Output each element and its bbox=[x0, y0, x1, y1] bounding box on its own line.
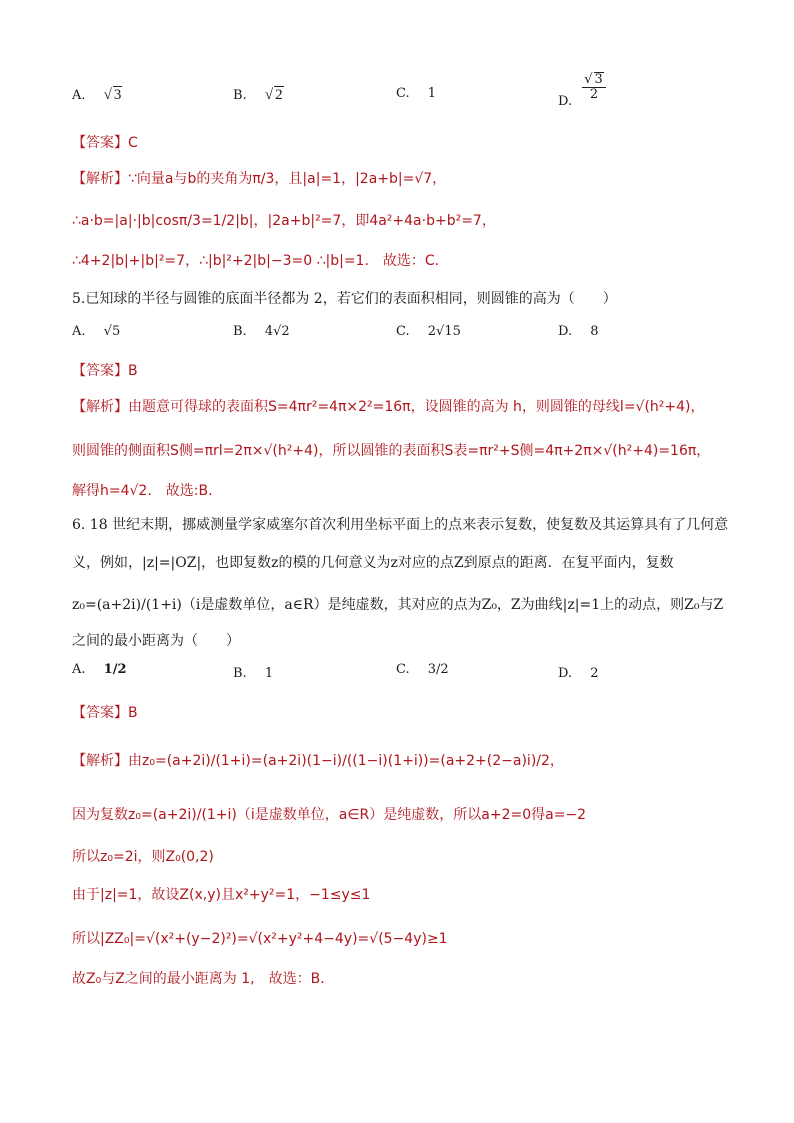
q6-analysis-line-6 bbox=[72, 968, 325, 988]
q4-analysis-line-2 bbox=[72, 210, 496, 230]
option-letter: A. bbox=[72, 324, 86, 339]
analysis-text: 由于|z|=1，故设Z(x,y)且x²+y²=1，−1≤y≤1 bbox=[72, 887, 371, 903]
q6-analysis-line-4 bbox=[72, 884, 370, 904]
q6-stem-line-2: 义，例如，|z|=|OZ|，也即复数z的模的几何意义为z对应的点Z到原点的距离．在复平面内，复数 bbox=[72, 555, 674, 571]
analysis-text: 因为复数z₀=(a+2i)/(1+i)（i是虚数单位，a∈R）是纯虚数，所以a+2=0得a=−2 bbox=[72, 807, 587, 823]
option-value: 1 bbox=[264, 666, 274, 681]
option-value: √5 bbox=[103, 324, 121, 339]
analysis-text: 故Z₀与Z之间的最小距离为 1, 故选：B. bbox=[72, 971, 325, 987]
option-value: $\frac{√ 3}{2}$ bbox=[582, 72, 606, 103]
option-value: 4√2 bbox=[264, 324, 290, 339]
q6-stem-line-1: 6. 18 世纪末期，挪威测量学家威塞尔首次利用坐标平面上的点来表示复数，使复数及其运算具有了几何意 bbox=[72, 517, 729, 533]
q6-analysis-line-1 bbox=[72, 750, 564, 770]
q6-stem-line-3: z₀=(a+2i)/(1+i)（i是虚数单位，a∈R）是纯虚数，其对应的点为Z₀，Z为曲线|z|=1上的动点，则Z₀与Z bbox=[72, 597, 724, 613]
analysis-text: 则圆锥的侧面积S侧=πrl=2π×√(h²+4)，所以圆锥的表面积S表=πr²+S侧=4π+2π×√(h²+4)=16π， bbox=[72, 443, 711, 459]
q6-option-b bbox=[233, 666, 273, 681]
analysis-text: 所以|ZZ₀|=√(x²+(y−2)²)=√(x²+y²+4−4y)=√(5−4y)≥1 bbox=[72, 931, 448, 947]
answer-label: 【答案】 bbox=[72, 363, 128, 379]
option-letter: C. bbox=[396, 86, 410, 101]
q6-answer bbox=[72, 702, 138, 722]
analysis-text: 所以z₀=2i，则Z₀(0,2) bbox=[72, 849, 214, 865]
q4-option-c bbox=[396, 86, 436, 101]
analysis-text: ∴4+2|b|+|b|²=7，∴|b|²+2|b|−3=0 ∴|b|=1. 故选：C. bbox=[72, 253, 440, 269]
q6-option-d bbox=[558, 666, 599, 681]
q4-answer bbox=[72, 132, 138, 152]
analysis-text: 由题意可得球的表面积S=4πr²=4π×2²=16π，设圆锥的高为 h，则圆锥的母线l=√(h²+4)， bbox=[128, 399, 705, 415]
q5-analysis-line-2 bbox=[72, 440, 710, 460]
q6-option-c bbox=[396, 662, 449, 677]
analysis-text: 由z₀=(a+2i)/(1+i)=(a+2i)(1−i)/((1−i)(1+i))=(a+2+(2−a)i)/2， bbox=[128, 753, 564, 769]
answer-label: 【答案】 bbox=[72, 705, 128, 721]
option-letter: B. bbox=[233, 88, 247, 103]
q5-option-b bbox=[233, 324, 290, 339]
q4-analysis-line-3 bbox=[72, 250, 439, 270]
analysis-text: ∴a·b=|a|·|b|cosπ/3=1/2|b|，|2a+b|²=7，即4a²+4a·b+b²=7， bbox=[72, 213, 496, 229]
q5-analysis-line-3 bbox=[72, 480, 213, 500]
option-value: 1/2 bbox=[103, 662, 127, 677]
q6-analysis-line-5 bbox=[72, 928, 448, 948]
q5-option-d bbox=[558, 324, 599, 339]
q4-option-d bbox=[558, 72, 606, 109]
option-letter: A. bbox=[72, 88, 86, 103]
option-value: 3/2 bbox=[427, 662, 449, 677]
analysis-label: 【解析】 bbox=[72, 399, 128, 415]
q6-analysis-line-3 bbox=[72, 846, 214, 866]
analysis-text: ∵向量a与b的夹角为π/3，且|a|=1，|2a+b|=√7， bbox=[128, 171, 447, 187]
option-value-c: 1 bbox=[427, 86, 437, 101]
option-letter: D. bbox=[558, 324, 573, 339]
answer-value: B bbox=[128, 705, 138, 721]
option-value: 2 bbox=[590, 666, 599, 681]
q4-option-a bbox=[72, 86, 122, 104]
q5-analysis-line-1 bbox=[72, 396, 705, 416]
q6-stem-line-4: 之间的最小距离为（ ） bbox=[72, 633, 240, 649]
option-letter: D. bbox=[558, 666, 573, 681]
q5-stem: 5.已知球的半径与圆锥的底面半径都为 2，若它们的表面积相同，则圆锥的高为（ ） bbox=[72, 291, 617, 307]
q4-option-b bbox=[233, 86, 284, 104]
answer-value: C bbox=[128, 135, 138, 151]
option-letter: C. bbox=[396, 662, 410, 677]
q4-analysis-line-1 bbox=[72, 168, 446, 188]
option-value: √ 3 bbox=[103, 87, 122, 103]
analysis-text: 解得h=4√2. 故选:B. bbox=[72, 483, 213, 499]
analysis-label: 【解析】 bbox=[72, 171, 128, 187]
option-value: √ 2 bbox=[264, 87, 283, 103]
q6-analysis-line-2 bbox=[72, 804, 586, 824]
q5-option-a bbox=[72, 324, 120, 339]
option-value: 2√15 bbox=[427, 324, 461, 339]
option-letter: A. bbox=[72, 662, 86, 677]
q5-answer bbox=[72, 360, 138, 380]
analysis-label: 【解析】 bbox=[72, 753, 128, 769]
option-letter: B. bbox=[233, 324, 247, 339]
option-value: 8 bbox=[590, 324, 599, 339]
answer-value: B bbox=[128, 363, 138, 379]
option-letter: B. bbox=[233, 666, 247, 681]
q6-option-a bbox=[72, 662, 127, 677]
option-letter: D. bbox=[558, 93, 573, 109]
answer-label: 【答案】 bbox=[72, 135, 128, 151]
option-letter: C. bbox=[396, 324, 410, 339]
q5-option-c bbox=[396, 324, 461, 339]
